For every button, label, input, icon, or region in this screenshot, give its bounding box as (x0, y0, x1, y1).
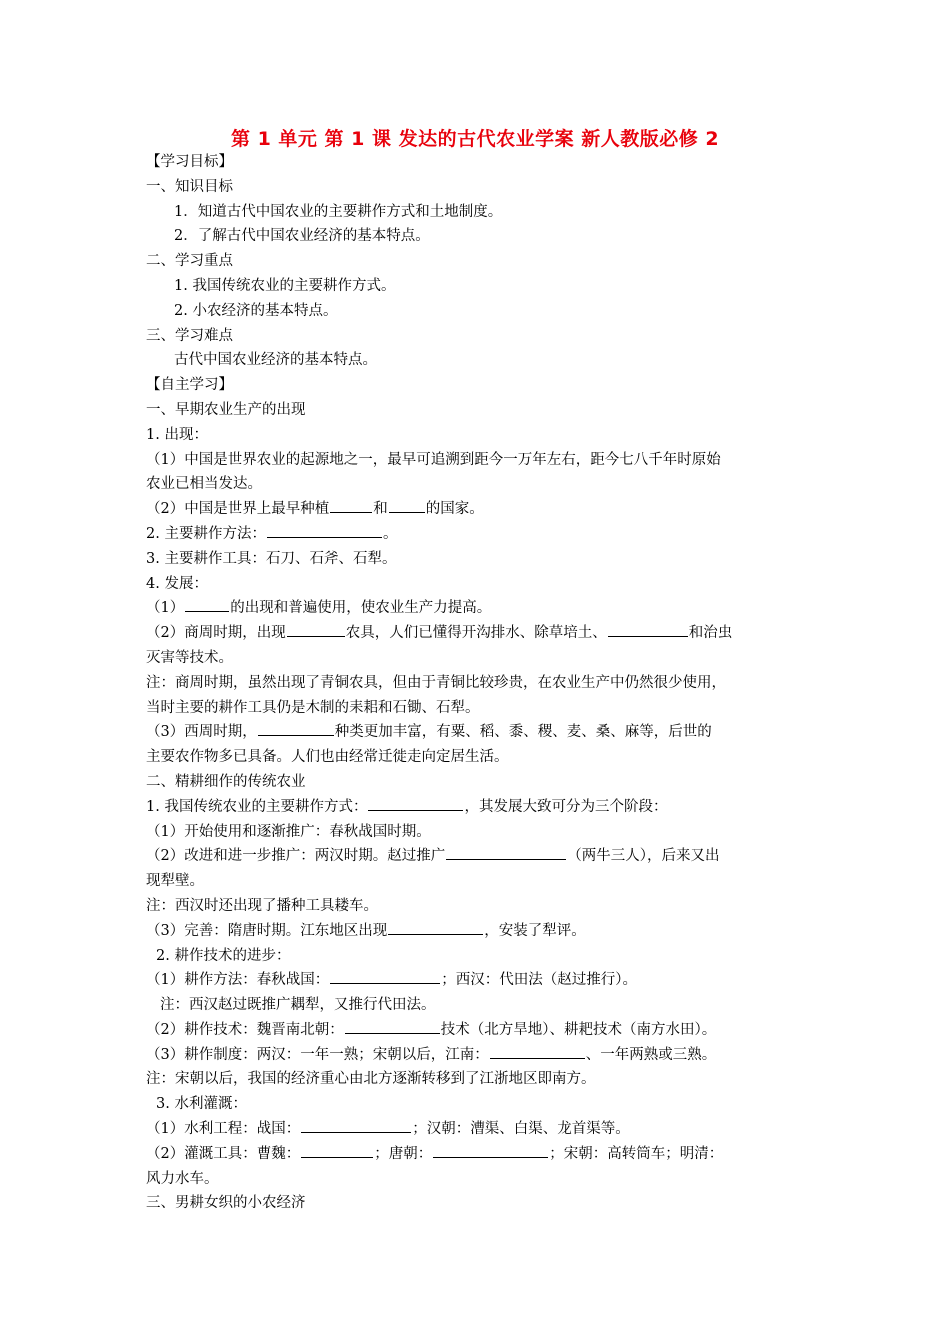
paragraph-line: （1）开始使用和逐渐推广：春秋战国时期。 (146, 823, 431, 840)
answer-blank[interactable] (446, 845, 566, 860)
note-line: 注：商周时期，虽然出现了青铜农具，但由于青铜比较珍贵，在农业生产中仍然很少使用， (146, 674, 726, 691)
note-line: 注：宋朝以后，我国的经济重心由北方逐渐转移到了江浙地区即南方。 (146, 1071, 596, 1088)
part-heading-small-peasant-economy: 三、男耕女织的小农经济 (146, 1195, 306, 1212)
item-emergence: 1. 出现： (146, 426, 208, 443)
paragraph-line: 3. 主要耕作工具：石刀、石斧、石犁。 (146, 550, 397, 567)
answer-blank[interactable] (330, 969, 440, 984)
key-point-item: 2. 小农经济的基本特点。 (174, 302, 338, 319)
answer-blank[interactable] (389, 498, 425, 513)
answer-blank[interactable] (258, 721, 334, 736)
fill-in-question: （3）完善：隋唐时期。江东地区出现 ，安装了犁评。 (146, 919, 806, 944)
paragraph-line: 灭害等技术。 (146, 649, 233, 666)
fill-in-question: （2）灌溉工具：曹魏： ；唐朝： ；宋朝：高转筒车；明清： (146, 1142, 806, 1167)
fill-in-question: （2）改进和进一步推广：两汉时期。赵过推广 （两牛三人），后来又出 (146, 844, 806, 869)
paragraph-line: （1）中国是世界农业的起源地之一，最早可追溯到距今一万年左右，距今七八千年时原始 (146, 451, 721, 468)
part-heading-intensive-farming: 二、精耕细作的传统农业 (146, 773, 306, 790)
key-point-item: 1. 我国传统农业的主要耕作方式。 (174, 277, 396, 294)
goal-item: 2．了解古代中国农业经济的基本特点。 (174, 228, 430, 245)
difficulty-heading: 三、学习难点 (146, 327, 233, 344)
note-line: 注：西汉时还出现了播种工具耧车。 (146, 897, 378, 914)
paragraph-line: 现犁壁。 (146, 873, 204, 890)
answer-blank[interactable] (345, 1019, 440, 1034)
document-body (146, 150, 806, 1216)
paragraph-line: 风力水车。 (146, 1170, 219, 1187)
fill-in-question: 1. 我国传统农业的主要耕作方式： ，其发展大致可分为三个阶段： (146, 795, 806, 820)
fill-in-question: （3）耕作制度：两汉：一年一熟；宋朝以后，江南： 、一年两熟或三熟。 (146, 1043, 806, 1068)
answer-blank[interactable] (301, 1118, 411, 1133)
item-farming-tech: 2. 耕作技术的进步： (156, 947, 291, 964)
document-title: 第 1 单元 第 1 课 发达的古代农业学案 新人教版必修 2 (230, 128, 720, 150)
item-development: 4. 发展： (146, 575, 208, 592)
section-heading-objectives: 【学习目标】 (146, 154, 233, 170)
answer-blank[interactable] (301, 1143, 373, 1158)
fill-in-question: 2. 主要耕作方法： 。 (146, 522, 806, 547)
fill-in-question: （2）中国是世界上最早种植 和 的国家。 (146, 497, 806, 522)
paragraph-line: 主要农作物多已具备。人们也由经常迁徙走向定居生活。 (146, 749, 509, 766)
knowledge-goals-heading: 一、知识目标 (146, 178, 233, 195)
answer-blank[interactable] (267, 523, 382, 538)
note-line: 当时主要的耕作工具仍是木制的耒耜和石锄、石犁。 (146, 699, 480, 716)
fill-in-question: （2）商周时期，出现 农具，人们已懂得开沟排水、除草培土、 和治虫 (146, 621, 806, 646)
fill-in-question: （2）耕作技术：魏晋南北朝： 技术（北方旱地）、耕耙技术（南方水田）。 (146, 1018, 806, 1043)
note-line: 注：西汉赵过既推广耦犁，又推行代田法。 (160, 997, 436, 1014)
fill-in-question: （3）西周时期， 种类更加丰富，有粟、稻、黍、稷、麦、桑、麻等，后世的 (146, 720, 806, 745)
answer-blank[interactable] (433, 1143, 548, 1158)
part-heading-early-agriculture: 一、早期农业生产的出现 (146, 401, 306, 418)
key-points-heading: 二、学习重点 (146, 253, 233, 270)
answer-blank[interactable] (388, 920, 483, 935)
fill-in-question: （1）水利工程：战国： ；汉朝：漕渠、白渠、龙首渠等。 (146, 1117, 806, 1142)
answer-blank[interactable] (608, 622, 688, 637)
answer-blank[interactable] (287, 622, 345, 637)
answer-blank[interactable] (185, 597, 229, 612)
section-heading-self-study: 【自主学习】 (146, 377, 233, 394)
answer-blank[interactable] (330, 498, 372, 513)
goal-item: 1．知道古代中国农业的主要耕作方式和土地制度。 (174, 203, 503, 220)
difficulty-item: 古代中国农业经济的基本特点。 (174, 352, 377, 369)
answer-blank[interactable] (490, 1044, 585, 1059)
fill-in-question: （1） 的出现和普遍使用，使农业生产力提高。 (146, 596, 806, 621)
paragraph-line: 农业已相当发达。 (146, 476, 262, 493)
answer-blank[interactable] (368, 796, 463, 811)
fill-in-question: （1）耕作方法：春秋战国： ；西汉：代田法（赵过推行）。 (146, 968, 806, 993)
item-irrigation: 3. 水利灌溉： (156, 1096, 247, 1113)
